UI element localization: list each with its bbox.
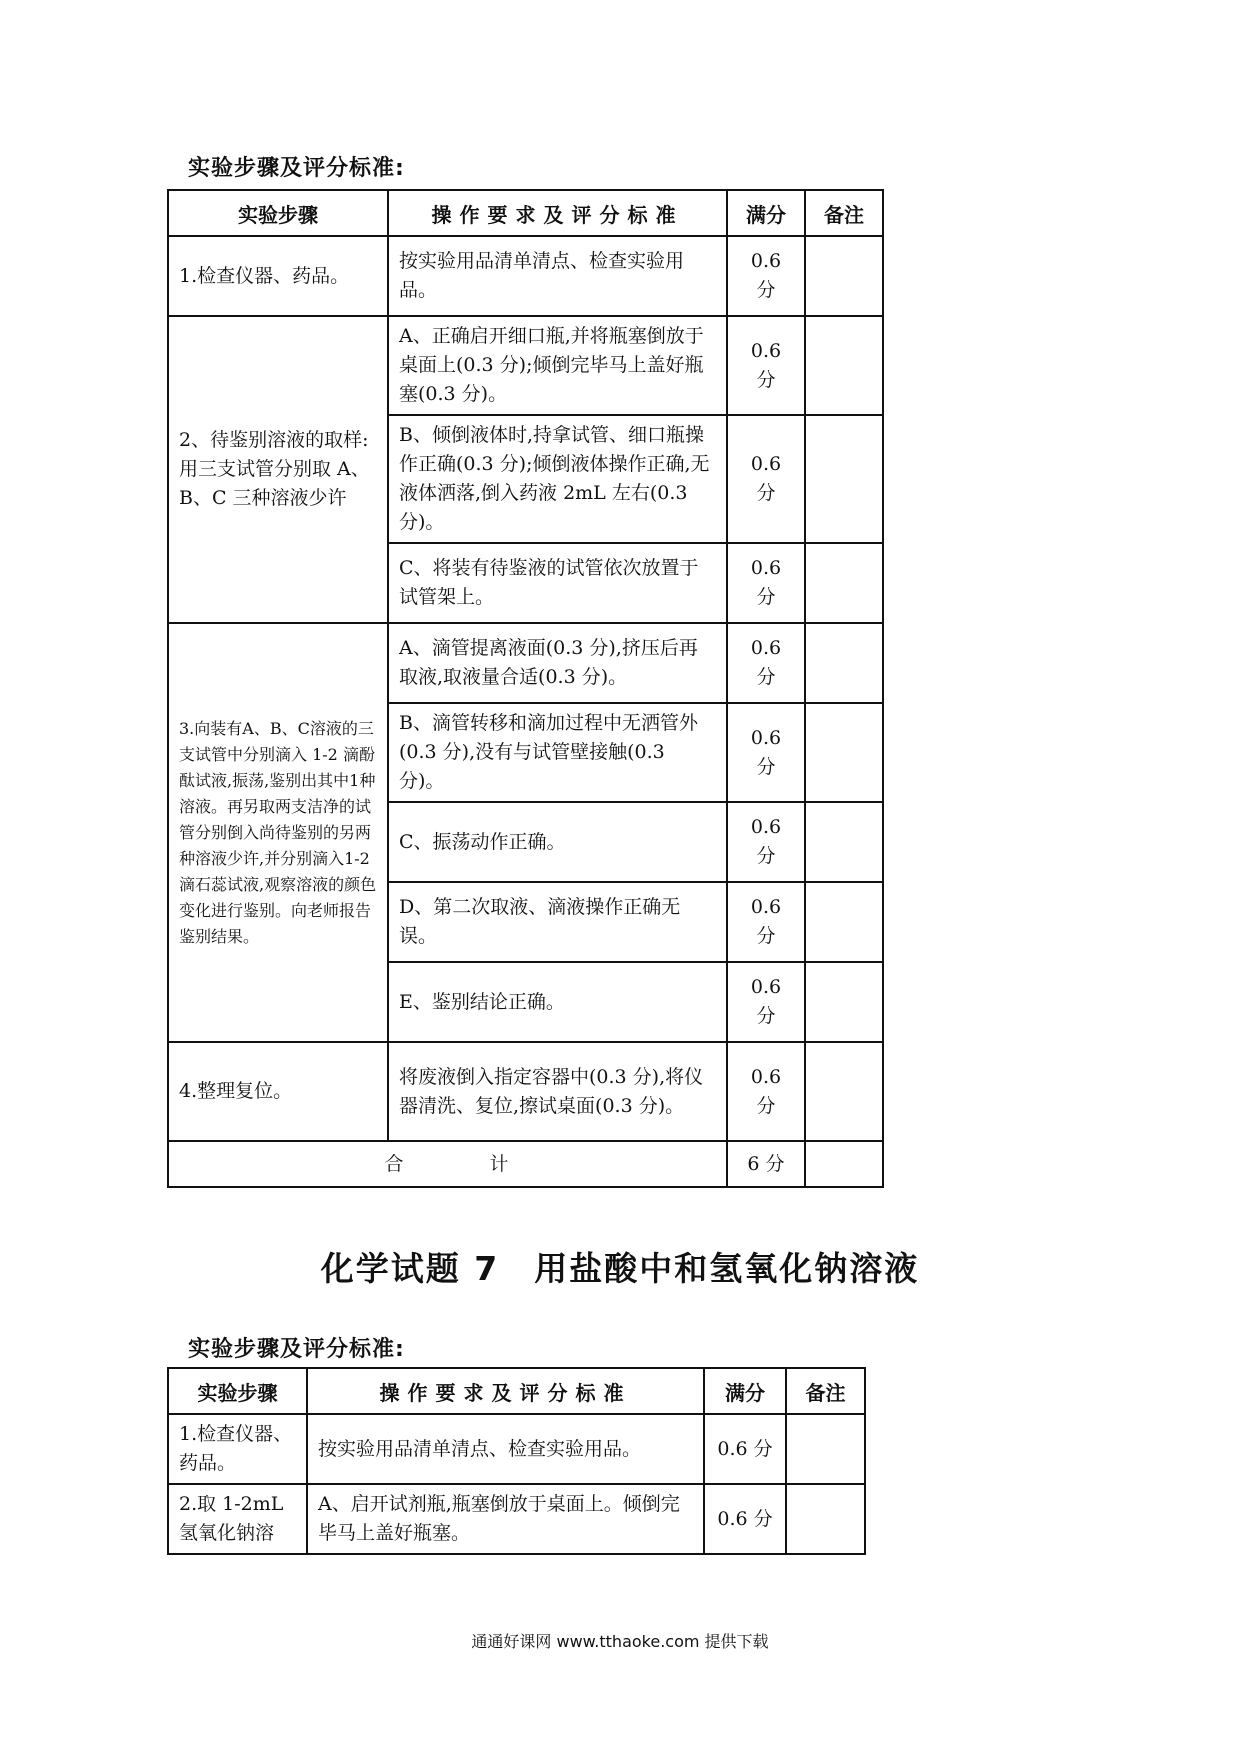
score-cell: 0.6 分	[727, 543, 805, 623]
total-score: 6 分	[727, 1141, 805, 1187]
criteria-cell: B、滴管转移和滴加过程中无洒管外(0.3 分),没有与试管壁接触(0.3 分)。	[388, 703, 727, 802]
table-row	[168, 236, 883, 316]
note-cell	[786, 1414, 865, 1484]
table-row	[168, 623, 883, 703]
score-cell: 0.6 分	[727, 962, 805, 1042]
header-score: 满分	[727, 190, 805, 236]
criteria-cell: C、将装有待鉴液的试管依次放置于试管架上。	[388, 543, 727, 623]
note-cell	[805, 1042, 883, 1141]
note-cell	[805, 316, 883, 415]
step-cell: 1.检查仪器、药品。	[168, 236, 388, 316]
note-cell	[805, 236, 883, 316]
score-cell: 0.6 分	[727, 236, 805, 316]
score-cell: 0.6 分	[727, 802, 805, 882]
header-step: 实验步骤	[168, 1368, 307, 1414]
note-cell	[805, 415, 883, 543]
table-row	[168, 1484, 865, 1554]
step-cell: 1.检查仪器、药品。	[168, 1414, 307, 1484]
experiment-heading: 化学试题 7 用盐酸中和氢氧化钠溶液	[320, 1249, 920, 1288]
step-cell: 4.整理复位。	[168, 1042, 388, 1141]
section-title: 实验步骤及评分标准:	[188, 156, 405, 181]
table-row	[168, 1414, 865, 1484]
header-score: 满分	[704, 1368, 786, 1414]
step-cell: 2.取 1-2mL 氢氧化钠溶	[168, 1484, 307, 1554]
criteria-cell: A、滴管提离液面(0.3 分),挤压后再取液,取液量合适(0.3 分)。	[388, 623, 727, 703]
criteria-cell: D、第二次取液、滴液操作正确无误。	[388, 882, 727, 962]
note-cell	[805, 882, 883, 962]
criteria-cell: A、正确启开细口瓶,并将瓶塞倒放于桌面上(0.3 分);倾倒完毕马上盖好瓶塞(0.3 分)。	[388, 316, 727, 415]
score-cell: 0.6 分	[727, 623, 805, 703]
criteria-cell: C、振荡动作正确。	[388, 802, 727, 882]
note-cell	[805, 543, 883, 623]
score-cell: 0.6 分	[704, 1414, 786, 1484]
total-label: 合 计	[168, 1141, 727, 1187]
score-cell: 0.6 分	[727, 1042, 805, 1141]
scoring-table-1	[167, 189, 884, 1188]
table-row	[168, 316, 883, 415]
criteria-cell: 将废液倒入指定容器中(0.3 分),将仪器清洗、复位,擦试桌面(0.3 分)。	[388, 1042, 727, 1141]
criteria-cell: A、启开试剂瓶,瓶塞倒放于桌面上。倾倒完毕马上盖好瓶塞。	[307, 1484, 704, 1554]
scoring-table-2	[167, 1367, 866, 1555]
score-cell: 0.6 分	[727, 415, 805, 543]
header-criteria: 操作要求及评分标准	[388, 190, 727, 236]
step-cell: 3.向装有A、B、C溶液的三支试管中分别滴入 1-2 滴酚酞试液,振荡,鉴别出其中1种溶液。再另取两支洁净的试管分别倒入尚待鉴别的另两种溶液少许,并分别滴入1-2滴石蕊试液,观察溶液的颜色变化进行鉴别。向老师报告鉴别结果。	[168, 623, 388, 1042]
table-header-row	[168, 190, 883, 236]
criteria-cell: 按实验用品清单清点、检查实验用品。	[388, 236, 727, 316]
score-cell: 0.6 分	[727, 316, 805, 415]
table-total-row	[168, 1141, 883, 1187]
criteria-cell: 按实验用品清单清点、检查实验用品。	[307, 1414, 704, 1484]
footer-credit: 通通好课网 www.tthaoke.com 提供下载	[471, 1632, 769, 1651]
note-cell	[805, 802, 883, 882]
note-cell	[805, 962, 883, 1042]
header-note: 备注	[805, 190, 883, 236]
table-row	[168, 1042, 883, 1141]
header-criteria: 操作要求及评分标准	[307, 1368, 704, 1414]
note-cell	[805, 1141, 883, 1187]
section-title: 实验步骤及评分标准:	[188, 1337, 405, 1362]
criteria-cell: E、鉴别结论正确。	[388, 962, 727, 1042]
score-cell: 0.6 分	[727, 882, 805, 962]
step-cell: 2、待鉴别溶液的取样:用三支试管分别取 A、B、C 三种溶液少许	[168, 316, 388, 623]
score-cell: 0.6 分	[727, 703, 805, 802]
note-cell	[805, 623, 883, 703]
note-cell	[786, 1484, 865, 1554]
criteria-cell: B、倾倒液体时,持拿试管、细口瓶操作正确(0.3 分);倾倒液体操作正确,无液体洒落,倒入药液 2mL 左右(0.3 分)。	[388, 415, 727, 543]
note-cell	[805, 703, 883, 802]
table-header-row	[168, 1368, 865, 1414]
header-step: 实验步骤	[168, 190, 388, 236]
header-note: 备注	[786, 1368, 865, 1414]
score-cell: 0.6 分	[704, 1484, 786, 1554]
